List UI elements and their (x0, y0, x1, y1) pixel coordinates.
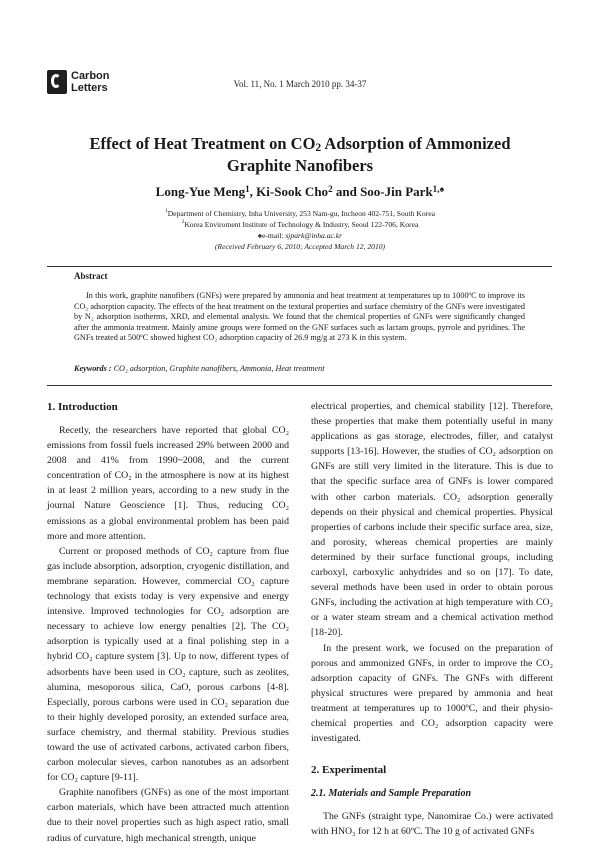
article-title (60, 133, 540, 177)
introduction-heading: 1. Introduction (47, 401, 118, 413)
received-dates (0, 241, 600, 252)
abstract-heading: Abstract (74, 271, 108, 281)
logo-line-2: Letters (71, 82, 108, 94)
experimental-heading: 2. Experimental (311, 764, 387, 777)
affiliation-1 (0, 208, 600, 219)
materials-subheading: 2.1. Materials and Sample Preparation (311, 788, 472, 800)
right-column (311, 399, 553, 839)
author-2: Ki-Sook Cho (256, 184, 329, 199)
abstract-section (47, 266, 552, 386)
affiliation-2 (0, 219, 600, 230)
keywords-text: CO₂ adsorption, Graphite nanofibers, Ammonia, Heat treatment (111, 364, 325, 373)
author-1-affil: 1 (245, 184, 250, 194)
experimental-paragraph-1: The GNFs (straight type, Nanomirae Co.) were activated with HNO₃ for 12 h at 60ºC. The 10 g of activated GNFs (311, 811, 553, 838)
intro-paragraph-4: electrical properties, and chemical stability [12]. Therefore, these properties that make them potentially useful in many applications as gas storage, electrodes, filler, and catalyst supports [13-16]. However, the studies of CO₂ adsorption on GNFs are still very limited in the literature. This is due to that the specific surface area of GNFs is lower compared with other carbon materials. CO₂ adsorption generally depends on their physical and chemical properties. Physical properties of carbons include their specific surface area, size, and porosity, whereas chemical properties are mainly determined by their surface functional groups, including carboxyl, carboxylic anhydrides and so on [17]. To date, several methods have been used in order to obtain porous GNFs, including the activation at high temperature with CO₂ or a water steam stream and a chemical activation method [18-20]. (311, 401, 553, 639)
author-2-affil: 2 (328, 184, 333, 194)
author-and: and (332, 184, 361, 199)
section-spacer (311, 746, 553, 762)
intro-paragraph-2: Current or proposed methods of CO₂ capture from flue gas include absorption, adsorption, cryogenic distillation, and membrane separation. However, commercial CO₂ capture technology that exists today is very expensive and energy intensive. Improved technologies for CO₂ adsorption are necessary to achieve low energy penalties [2]. The CO₂ adsorption is typically used at a final polishing step in a hybrid CO₂ capture system [3]. Up to now, different types of adsorbents have been used in CO₂ capture, such as zeolites, alumina, mesoporous silica, CaO, porous carbons [4-8]. Especially, porous carbons were used in CO₂ separation due to their highly developed porosity, an extended surface area, surface chemistry, and thermal stability. Previous studies toward the use of activated carbons, activated carbon fibers, carbon molecular sieves, carbon nanotubes as an adsorbent for CO₂ capture [9-11]. (47, 545, 289, 784)
keywords (74, 364, 525, 373)
logo-line-1: Carbon (71, 70, 110, 82)
keywords-label: Keywords : (74, 364, 112, 373)
abstract-text: In this work, graphite nanofibers (GNFs) were prepared by ammonia and heat treatment at temperatures up to 1000ºC to improve its CO₂ adsorption capacity. The effects of the heat treatment on the textural properties and surface chemistry of the GNFs were investigated by N₂ adsorption isotherms, XRD, and elemental analysis. We found that the chemical properties of GNFs were significantly changed after the ammonia treatment. Mainly amine groups were formed on the GNF surfaces such as lactam groups, pyrrole and pyridines. The GNFs treated at 500ºC showed highest CO₂ adsorption capacity of 26.9 mg/g at 273 K in this system. (74, 291, 525, 343)
title-part-1: Effect of Heat Treatment on CO (89, 134, 316, 153)
corresponding-email (0, 230, 600, 241)
intro-paragraph-5: In the present work, we focused on the preparation of porous and ammonized GNFs, in order to improve the CO₂ adsorption capacity of GNFs. The GNFs with different physical structures were prepared by ammonia and heat treatment at temperatures up to 1000ºC, and their physio-chemical properties and CO₂ adsorption capacity were investigated. (311, 642, 553, 745)
title-subscript: 2 (315, 142, 322, 154)
received-text: (Received February 6, 2010; Accepted March 12, 2010) (214, 242, 386, 251)
author-3: Soo-Jin Park (360, 184, 433, 199)
affiliation-2-text: Korea Enviroment Institute of Technology & Industry, Seoul 122-706, Korea (184, 220, 419, 229)
journal-info: Vol. 11, No. 1 March 2010 pp. 34-37 (233, 79, 367, 89)
affiliations (0, 208, 600, 252)
author-list: Long-Yue Meng$^1$, Ki-Sook Cho$^2$ and Soo-Jin Park$^{1,♠}$ (155, 184, 445, 199)
email-address: sjpark@inha.ac.kr (285, 231, 343, 240)
affiliation-1-mark: 1 (165, 208, 168, 214)
title-part-2: Adsorption of Ammonized Graphite Nanofibers (226, 134, 511, 175)
affiliation-1-text: Department of Chemistry, Inha University, 253 Nam-gu, Incheon 402-751, South Korea (167, 209, 435, 218)
email-mark: ♠ (257, 231, 262, 240)
email-label: e-mail: (261, 231, 286, 240)
author-1: Long-Yue Meng (155, 184, 246, 199)
author-3-affil: 1,♠ (432, 184, 445, 194)
affiliation-2-mark: 2 (181, 219, 185, 225)
intro-paragraph-1: Recetly, the researchers have reported that global CO₂ emissions from fossil fuels increased 29% between 2000 and 2008 and 41% from 1990~2008, and the current concentration of CO₂ in the atmosphere is now at its highest in at least 2 million years, according to a new study in the journal Nature Geoscience [1]. Thus, reducing CO₂ emissions as a global environmental problem has been paid more and more attention. (47, 425, 289, 542)
left-column (47, 399, 289, 846)
intro-paragraph-3: Graphite nanofibers (GNFs) as one of the most important carbon materials, which have been attracted much attention due to their novel properties such as high aspect ratio, small radius of curvature, high mechanical strength, unique (47, 787, 289, 844)
